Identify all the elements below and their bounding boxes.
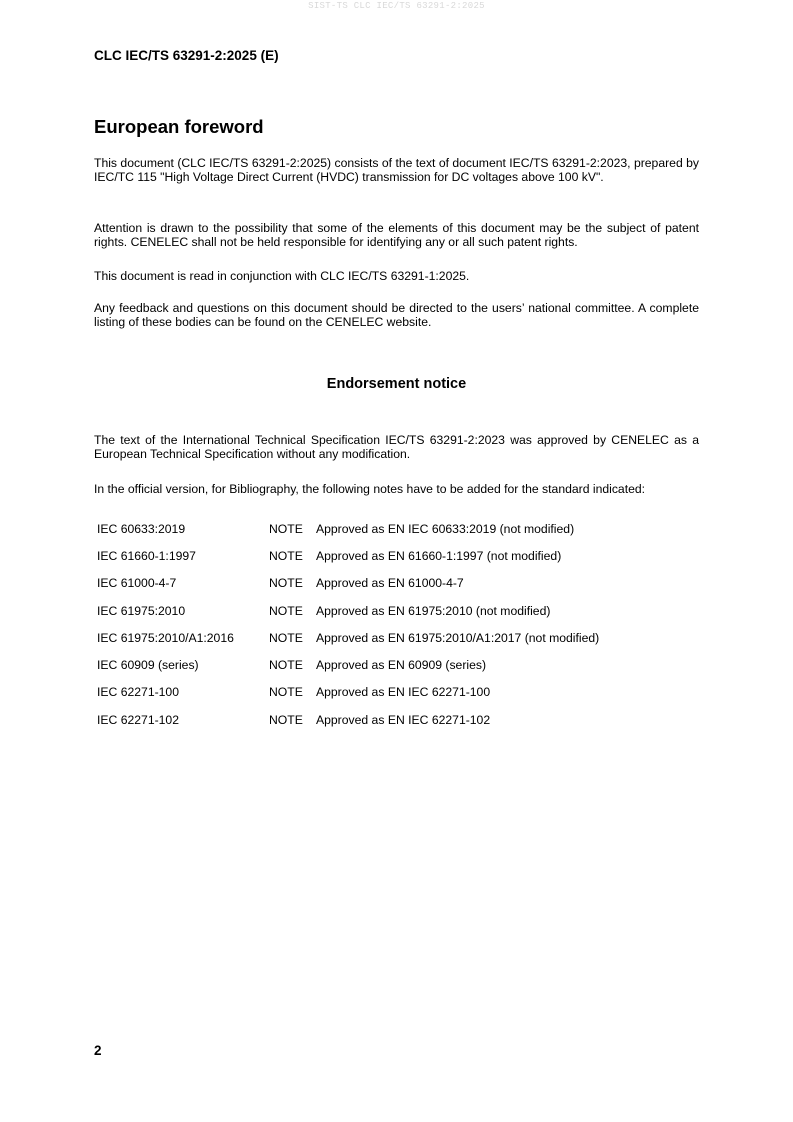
- standard-reference: IEC 61000-4-7: [97, 576, 177, 591]
- endorsement-heading: Endorsement notice: [326, 376, 467, 392]
- page-number: 2: [94, 1043, 102, 1058]
- watermark: SIST-TS CLC IEC/TS 63291-2:2025: [308, 1, 485, 11]
- note-label: NOTE: [269, 548, 303, 563]
- endorsement-paragraph: The text of the International Technical Specification IEC/TS 63291-2:2023 was approved by CENELEC as a European Technical Specification without any modification.: [94, 433, 699, 461]
- note-label: NOTE: [269, 712, 303, 727]
- note-label: NOTE: [269, 603, 303, 618]
- note-label: NOTE: [269, 658, 303, 673]
- foreword-paragraph: Attention is drawn to the possibility that some of the elements of this document may be the subject of patent rights. CENELEC shall not be held responsible for identifying any or all such patent rights.: [94, 221, 699, 249]
- foreword-paragraph: This document (CLC IEC/TS 63291-2:2025) consists of the text of document IEC/TS 63291-2:2023, prepared by IEC/TC 115 "High Voltage Direct Current (HVDC) transmission for DC voltages above 100 kV".: [94, 156, 699, 184]
- foreword-paragraph: This document is read in conjunction with CLC IEC/TS 63291-1:2025.: [94, 269, 470, 283]
- note-text: Approved as EN 61975:2010/A1:2017 (not modified): [316, 630, 600, 645]
- note-label: NOTE: [269, 685, 303, 700]
- note-label: NOTE: [269, 630, 303, 645]
- table-row: [94, 651, 599, 678]
- table-row: [94, 597, 599, 624]
- standard-reference: IEC 62271-102: [97, 712, 179, 727]
- note-text: Approved as EN IEC 62271-102: [316, 712, 491, 727]
- note-text: Approved as EN IEC 60633:2019 (not modified): [316, 521, 575, 536]
- note-label: NOTE: [269, 576, 303, 591]
- note-label: NOTE: [269, 521, 303, 536]
- foreword-paragraph: Any feedback and questions on this document should be directed to the users’ national committee. A complete listing of these bodies can be found on the CENELEC website.: [94, 301, 699, 329]
- standard-reference: IEC 62271-100: [97, 685, 179, 700]
- table-row: [94, 624, 599, 651]
- note-text: Approved as EN 61975:2010 (not modified): [316, 603, 551, 618]
- endorsement-paragraph: In the official version, for Bibliography, the following notes have to be added for the standard indicated:: [94, 482, 646, 496]
- table-row: [94, 515, 599, 542]
- table-row: [94, 679, 599, 706]
- note-text: Approved as EN 60909 (series): [316, 658, 487, 673]
- note-text: Approved as EN IEC 62271-100: [316, 685, 491, 700]
- document-id-header: CLC IEC/TS 63291-2:2025 (E): [94, 48, 279, 63]
- standard-reference: IEC 60909 (series): [97, 658, 199, 673]
- bibliography-notes-table: [94, 515, 599, 733]
- standard-reference: IEC 60633:2019: [97, 521, 186, 536]
- note-text: Approved as EN 61000-4-7: [316, 576, 464, 591]
- table-row: [94, 570, 599, 597]
- table-row: [94, 542, 599, 569]
- note-text: Approved as EN 61660-1:1997 (not modified): [316, 548, 562, 563]
- standard-reference: IEC 61975:2010/A1:2016: [97, 630, 234, 645]
- table-row: [94, 706, 599, 733]
- standard-reference: IEC 61660-1:1997: [97, 548, 196, 563]
- foreword-heading: European foreword: [94, 116, 264, 137]
- standard-reference: IEC 61975:2010: [97, 603, 186, 618]
